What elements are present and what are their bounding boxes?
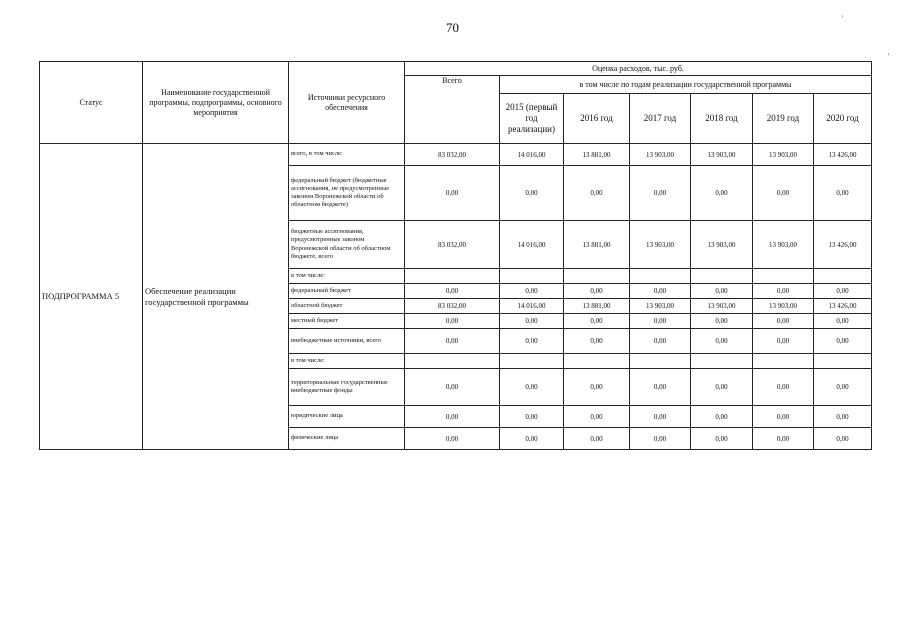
value-cell — [630, 354, 691, 369]
value-cell: 0,00 — [814, 406, 872, 428]
value-cell: 14 016,00 — [500, 144, 564, 166]
header-name: Наименование государственной программы, подпрограммы, основного мероприятия — [143, 62, 289, 144]
value-cell: 0,00 — [564, 284, 630, 299]
header-year: 2018 год — [691, 94, 753, 144]
value-cell — [630, 269, 691, 284]
source-cell: бюджетные ассигнования, предусмотренные законом Воронежской области об областном бюджете, всего — [289, 221, 405, 269]
value-cell: 0,00 — [753, 314, 814, 329]
value-cell: 0,00 — [753, 284, 814, 299]
scan-mark: ' — [842, 14, 844, 23]
value-cell — [814, 269, 872, 284]
value-cell: 0,00 — [500, 369, 564, 406]
value-cell: 13 903,00 — [753, 299, 814, 314]
value-cell: 13 903,00 — [753, 221, 814, 269]
value-cell: 0,00 — [691, 284, 753, 299]
value-cell: 0,00 — [814, 314, 872, 329]
header-year: 2017 год — [630, 94, 691, 144]
value-cell: 0,00 — [564, 329, 630, 354]
table-body — [40, 144, 872, 450]
status-cell: ПОДПРОГРАММА 5 — [40, 144, 143, 450]
value-cell: 0,00 — [630, 406, 691, 428]
value-cell: 0,00 — [691, 314, 753, 329]
source-cell: местный бюджет — [289, 314, 405, 329]
header-year: 2020 год — [814, 94, 872, 144]
value-cell: 0,00 — [691, 369, 753, 406]
value-cell: 0,00 — [753, 166, 814, 221]
value-cell: 14 016,00 — [500, 299, 564, 314]
value-cell: 13 903,00 — [630, 221, 691, 269]
budget-table — [39, 61, 872, 450]
value-cell: 13 903,00 — [630, 144, 691, 166]
value-cell: 0,00 — [630, 329, 691, 354]
value-cell: 0,00 — [500, 329, 564, 354]
value-cell — [500, 354, 564, 369]
value-cell: 0,00 — [630, 284, 691, 299]
value-cell: 0,00 — [630, 369, 691, 406]
header-year: 2016 год — [564, 94, 630, 144]
value-cell: 0,00 — [564, 314, 630, 329]
value-cell: 0,00 — [500, 284, 564, 299]
value-cell: 13 903,00 — [691, 299, 753, 314]
value-cell — [564, 269, 630, 284]
value-cell: 0,00 — [564, 166, 630, 221]
source-cell: областной бюджет — [289, 299, 405, 314]
source-cell: в том числе: — [289, 354, 405, 369]
value-cell — [500, 269, 564, 284]
value-cell — [753, 354, 814, 369]
source-cell: всего, в том числе: — [289, 144, 405, 166]
value-cell: 0,00 — [753, 406, 814, 428]
value-cell — [691, 269, 753, 284]
source-cell: в том числе: — [289, 269, 405, 284]
value-cell: 0,00 — [405, 284, 500, 299]
value-cell: 13 903,00 — [691, 221, 753, 269]
value-cell: 0,00 — [500, 428, 564, 450]
value-cell: 0,00 — [814, 166, 872, 221]
value-cell: 13 881,00 — [564, 144, 630, 166]
value-cell: 0,00 — [814, 329, 872, 354]
value-cell: 13 881,00 — [564, 299, 630, 314]
value-cell: 13 426,00 — [814, 144, 872, 166]
value-cell — [691, 354, 753, 369]
value-cell: 0,00 — [691, 428, 753, 450]
value-cell: 0,00 — [814, 284, 872, 299]
value-cell: 0,00 — [564, 369, 630, 406]
value-cell: 0,00 — [691, 329, 753, 354]
page-number: 70 — [446, 20, 459, 35]
value-cell: 83 032,00 — [405, 144, 500, 166]
source-cell: федеральный бюджет (бюджетные ассигнования, не предусмотренные законом Воронежской области об областном бюджете) — [289, 166, 405, 221]
value-cell: 13 426,00 — [814, 299, 872, 314]
program-name-cell: Обеспечение реализации государственной программы — [143, 144, 289, 450]
source-cell: федеральный бюджет — [289, 284, 405, 299]
header-sources: Источники ресурсного обеспечения — [289, 62, 405, 144]
value-cell: 0,00 — [405, 329, 500, 354]
value-cell: 0,00 — [630, 428, 691, 450]
value-cell: 0,00 — [405, 166, 500, 221]
value-cell: 13 903,00 — [691, 144, 753, 166]
value-cell: 0,00 — [630, 314, 691, 329]
value-cell: 0,00 — [500, 406, 564, 428]
source-cell: юридические лица — [289, 406, 405, 428]
value-cell: 0,00 — [564, 406, 630, 428]
value-cell: 13 881,00 — [564, 221, 630, 269]
header-estimate: Оценка расходов, тыс. руб. — [405, 62, 872, 76]
header-year: 2015 (первый год реализации) — [500, 94, 564, 144]
value-cell: 14 016,00 — [500, 221, 564, 269]
source-cell: территориальные государственные внебюджетные фонды — [289, 369, 405, 406]
value-cell: 0,00 — [630, 166, 691, 221]
header-total: Всего — [405, 76, 500, 144]
value-cell — [814, 354, 872, 369]
value-cell — [564, 354, 630, 369]
value-cell: 0,00 — [691, 166, 753, 221]
value-cell: 0,00 — [405, 314, 500, 329]
value-cell: 13 426,00 — [814, 221, 872, 269]
value-cell: 0,00 — [814, 369, 872, 406]
value-cell: 13 903,00 — [630, 299, 691, 314]
value-cell: 83 032,00 — [405, 221, 500, 269]
scan-mark: ' — [888, 52, 890, 61]
value-cell: 13 903,00 — [753, 144, 814, 166]
source-cell: внебюджетные источники, всего — [289, 329, 405, 354]
value-cell: 0,00 — [500, 166, 564, 221]
value-cell: 0,00 — [405, 406, 500, 428]
value-cell: 0,00 — [753, 428, 814, 450]
value-cell: 0,00 — [405, 428, 500, 450]
header-status: Статус — [40, 62, 143, 144]
value-cell — [405, 354, 500, 369]
table-row — [40, 144, 872, 166]
value-cell — [753, 269, 814, 284]
value-cell: 0,00 — [753, 369, 814, 406]
value-cell: 0,00 — [564, 428, 630, 450]
value-cell — [405, 269, 500, 284]
value-cell: 0,00 — [691, 406, 753, 428]
value-cell: 83 032,00 — [405, 299, 500, 314]
source-cell: физические лица — [289, 428, 405, 450]
value-cell: 0,00 — [753, 329, 814, 354]
header-by-years: в том числе по годам реализации государственной программы — [500, 76, 872, 94]
value-cell: 0,00 — [814, 428, 872, 450]
header-year: 2019 год — [753, 94, 814, 144]
value-cell: 0,00 — [405, 369, 500, 406]
value-cell: 0,00 — [500, 314, 564, 329]
